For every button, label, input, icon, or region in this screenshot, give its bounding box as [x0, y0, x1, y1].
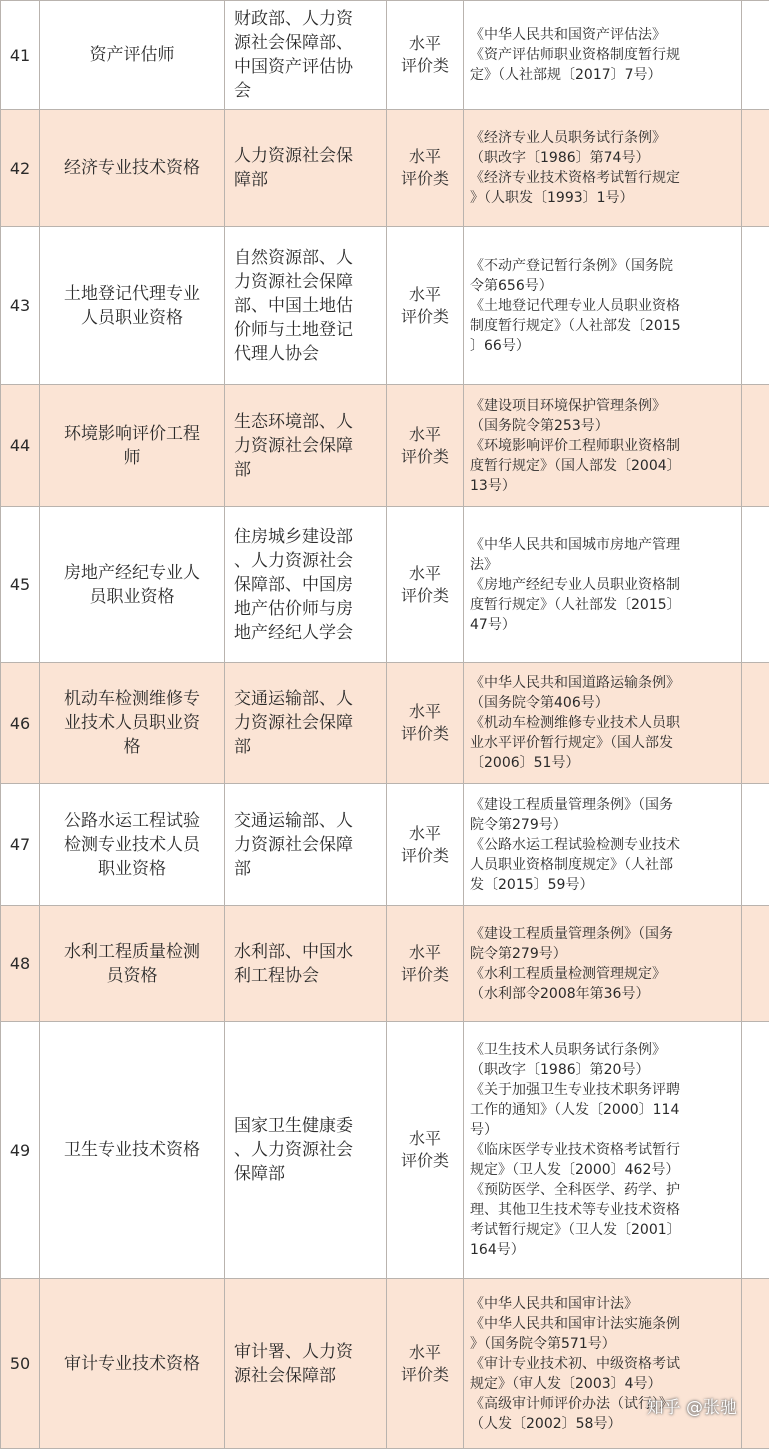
cell-text-line: 力资源社会保障 — [234, 833, 380, 857]
empty-cell — [742, 385, 769, 507]
category-cell — [387, 784, 464, 906]
legal-basis-cell — [464, 507, 742, 663]
cell-text-line: 人员职业资格制度规定》（人社部 — [470, 855, 735, 875]
cell-text-line: 源社会保障部 — [234, 1364, 380, 1388]
cell-text-line: 》（人职发〔1993〕1号） — [470, 188, 735, 208]
cell-text-line: 《中华人民共和国审计法实施条例 — [470, 1314, 735, 1334]
cell-text-line: 环境影响评价工程 — [46, 422, 218, 446]
row-number-cell: 47 — [1, 784, 40, 906]
department-cell — [225, 110, 387, 227]
cell-text-line: 度暂行规定》（人社部发〔2015〕 — [470, 595, 735, 615]
cell-text-line: 地产经纪人学会 — [234, 621, 380, 645]
row-number-cell: 48 — [1, 906, 40, 1022]
cell-text-line: 《建设项目环境保护管理条例》 — [470, 396, 735, 416]
cell-text-line: 部 — [234, 857, 380, 881]
table-row — [1, 110, 769, 227]
qualification-name-cell — [40, 227, 225, 385]
cell-text-line: 力资源社会保障 — [234, 711, 380, 735]
cell-text-line: 《中华人民共和国城市房地产管理 — [470, 535, 735, 555]
qualification-name-cell — [40, 507, 225, 663]
cell-text-line: 格 — [46, 735, 218, 759]
cell-text-line: 评价类 — [390, 446, 460, 468]
cell-text-line: 部 — [234, 458, 380, 482]
legal-basis-cell — [464, 1, 742, 110]
cell-text-line: 13号） — [470, 476, 735, 496]
cell-text-line: 中国资产评估协 — [234, 55, 380, 79]
cell-text-line: 评价类 — [390, 168, 460, 190]
cell-text-line: （职改字〔1986〕第74号） — [470, 148, 735, 168]
cell-text-line: 《水利工程质量检测管理规定》 — [470, 964, 735, 984]
cell-text-line: 师 — [46, 446, 218, 470]
row-number-cell: 45 — [1, 507, 40, 663]
cell-text-line: 《建设工程质量管理条例》（国务 — [470, 795, 735, 815]
cell-text-line: 《临床医学专业技术资格考试暂行 — [470, 1140, 735, 1160]
cell-text-line: 源社会保障部、 — [234, 31, 380, 55]
empty-cell — [742, 1022, 769, 1279]
qualification-name-cell — [40, 1022, 225, 1279]
category-cell — [387, 1, 464, 110]
cell-text-line: 力资源社会保障 — [234, 434, 380, 458]
cell-text-line: 员职业资格 — [46, 585, 218, 609]
cell-text-line: 《预防医学、全科医学、药学、护 — [470, 1180, 735, 1200]
legal-basis-cell — [464, 385, 742, 507]
cell-text-line: 业技术人员职业资 — [46, 711, 218, 735]
cell-text-line: （国务院令第406号） — [470, 693, 735, 713]
cell-text-line: 47号） — [470, 615, 735, 635]
cell-text-line: 水平 — [390, 563, 460, 585]
table-row — [1, 1022, 769, 1279]
legal-basis-cell — [464, 663, 742, 784]
cell-text-line: 部 — [234, 735, 380, 759]
department-cell — [225, 784, 387, 906]
row-number-cell: 46 — [1, 663, 40, 784]
cell-text-line: 代理人协会 — [234, 342, 380, 366]
cell-text-line: 人力资源社会保 — [234, 144, 380, 168]
cell-text-line: 生态环境部、人 — [234, 410, 380, 434]
cell-text-line: 人员职业资格 — [46, 306, 218, 330]
qualification-name-cell — [40, 784, 225, 906]
department-cell — [225, 507, 387, 663]
qualification-name-cell — [40, 1, 225, 110]
department-cell — [225, 906, 387, 1022]
cell-text-line: 《环境影响评价工程师职业资格制 — [470, 436, 735, 456]
cell-text-line: 度暂行规定》（国人部发〔2004〕 — [470, 456, 735, 476]
cell-text-line: 保障部、中国房 — [234, 573, 380, 597]
cell-text-line: 水平 — [390, 942, 460, 964]
cell-text-line: 水平 — [390, 284, 460, 306]
legal-basis-cell — [464, 1279, 742, 1449]
cell-text-line: 价师与土地登记 — [234, 318, 380, 342]
legal-basis-cell — [464, 1022, 742, 1279]
category-cell — [387, 663, 464, 784]
cell-text-line: 评价类 — [390, 585, 460, 607]
qualification-name-cell — [40, 385, 225, 507]
cell-text-line: 机动车检测维修专 — [46, 687, 218, 711]
cell-text-line: 职业资格 — [46, 857, 218, 881]
cell-text-line: 部、中国土地估 — [234, 294, 380, 318]
cell-text-line: 《土地登记代理专业人员职业资格 — [470, 296, 735, 316]
table-row — [1, 663, 769, 784]
cell-text-line: 工作的通知》（人发〔2000〕114 — [470, 1100, 735, 1120]
cell-text-line: 地产估价师与房 — [234, 597, 380, 621]
cell-text-line: 《资产评估师职业资格制度暂行规 — [470, 45, 735, 65]
cell-text-line: 评价类 — [390, 1364, 460, 1386]
cell-text-line: 评价类 — [390, 964, 460, 986]
empty-cell — [742, 227, 769, 385]
qualification-name-cell — [40, 110, 225, 227]
cell-text-line: 力资源社会保障 — [234, 270, 380, 294]
cell-text-line: 》（国务院令第571号） — [470, 1334, 735, 1354]
cell-text-line: 《不动产登记暂行条例》（国务院 — [470, 256, 735, 276]
category-cell — [387, 1022, 464, 1279]
department-cell — [225, 227, 387, 385]
cell-text-line: （国务院令第253号） — [470, 416, 735, 436]
cell-text-line: 《公路水运工程试验检测专业技术 — [470, 835, 735, 855]
cell-text-line: 164号） — [470, 1240, 735, 1260]
cell-text-line: 水利工程质量检测 — [46, 940, 218, 964]
cell-text-line: 自然资源部、人 — [234, 246, 380, 270]
cell-text-line: 卫生专业技术资格 — [46, 1138, 218, 1162]
cell-text-line: 《审计专业技术初、中级资格考试 — [470, 1354, 735, 1374]
cell-text-line: 经济专业技术资格 — [46, 156, 218, 180]
cell-text-line: 资产评估师 — [46, 43, 218, 67]
legal-basis-cell — [464, 906, 742, 1022]
cell-text-line: 水平 — [390, 1128, 460, 1150]
cell-text-line: 土地登记代理专业 — [46, 282, 218, 306]
cell-text-line: 《关于加强卫生专业技术职务评聘 — [470, 1080, 735, 1100]
cell-text-line: 交通运输部、人 — [234, 687, 380, 711]
cell-text-line: 水平 — [390, 1342, 460, 1364]
row-number-cell: 49 — [1, 1022, 40, 1279]
row-number-cell: 43 — [1, 227, 40, 385]
cell-text-line: 《高级审计师评价办法（试行）》 — [470, 1394, 735, 1414]
cell-text-line: 审计署、人力资 — [234, 1340, 380, 1364]
cell-text-line: （水利部令2008年第36号） — [470, 984, 735, 1004]
cell-text-line: 检测专业技术人员 — [46, 833, 218, 857]
empty-cell — [742, 110, 769, 227]
cell-text-line: 利工程协会 — [234, 964, 380, 988]
cell-text-line: 《中华人民共和国审计法》 — [470, 1294, 735, 1314]
cell-text-line: 水利部、中国水 — [234, 940, 380, 964]
cell-text-line: 评价类 — [390, 845, 460, 867]
department-cell — [225, 1022, 387, 1279]
row-number-cell: 50 — [1, 1279, 40, 1449]
table-row — [1, 507, 769, 663]
department-cell — [225, 385, 387, 507]
table-row — [1, 1279, 769, 1449]
cell-text-line: 理、其他卫生技术等专业技术资格 — [470, 1200, 735, 1220]
department-cell — [225, 1, 387, 110]
table-row — [1, 1, 769, 110]
category-cell — [387, 906, 464, 1022]
cell-text-line: 公路水运工程试验 — [46, 809, 218, 833]
cell-text-line: 令第656号） — [470, 276, 735, 296]
cell-text-line: 《卫生技术人员职务试行条例》 — [470, 1040, 735, 1060]
empty-cell — [742, 1, 769, 110]
cell-text-line: 《中华人民共和国资产评估法》 — [470, 25, 735, 45]
cell-text-line: 财政部、人力资 — [234, 7, 380, 31]
cell-text-line: 、人力资源社会 — [234, 549, 380, 573]
empty-cell — [742, 906, 769, 1022]
cell-text-line: 《中华人民共和国道路运输条例》 — [470, 673, 735, 693]
cell-text-line: 评价类 — [390, 55, 460, 77]
cell-text-line: 水平 — [390, 424, 460, 446]
cell-text-line: 、人力资源社会 — [234, 1138, 380, 1162]
cell-text-line: 水平 — [390, 146, 460, 168]
legal-basis-cell — [464, 110, 742, 227]
qualification-name-cell — [40, 1279, 225, 1449]
cell-text-line: 《经济专业技术资格考试暂行规定 — [470, 168, 735, 188]
category-cell — [387, 1279, 464, 1449]
cell-text-line: （职改字〔1986〕第20号） — [470, 1060, 735, 1080]
table-row — [1, 906, 769, 1022]
cell-text-line: 发〔2015〕59号） — [470, 875, 735, 895]
row-number-cell: 41 — [1, 1, 40, 110]
cell-text-line: 住房城乡建设部 — [234, 525, 380, 549]
table-row — [1, 227, 769, 385]
cell-text-line: 号） — [470, 1120, 735, 1140]
row-number-cell: 44 — [1, 385, 40, 507]
cell-text-line: 国家卫生健康委 — [234, 1114, 380, 1138]
cell-text-line: 《经济专业人员职务试行条例》 — [470, 128, 735, 148]
watermark: 知乎 @张驰 — [647, 1398, 737, 1418]
cell-text-line: 《机动车检测维修专业技术人员职 — [470, 713, 735, 733]
legal-basis-cell — [464, 227, 742, 385]
cell-text-line: 交通运输部、人 — [234, 809, 380, 833]
cell-text-line: 会 — [234, 79, 380, 103]
category-cell — [387, 385, 464, 507]
cell-text-line: 制度暂行规定》（人社部发〔2015 — [470, 316, 735, 336]
cell-text-line: 评价类 — [390, 1150, 460, 1172]
table-row — [1, 784, 769, 906]
cell-text-line: 障部 — [234, 168, 380, 192]
category-cell — [387, 507, 464, 663]
cell-text-line: 考试暂行规定》（卫人发〔2001〕 — [470, 1220, 735, 1240]
cell-text-line: 评价类 — [390, 723, 460, 745]
cell-text-line: 水平 — [390, 33, 460, 55]
cell-text-line: 业水平评价暂行规定》（国人部发 — [470, 733, 735, 753]
category-cell — [387, 227, 464, 385]
cell-text-line: （人发〔2002〕58号） — [470, 1414, 735, 1434]
cell-text-line: 评价类 — [390, 306, 460, 328]
cell-text-line: 法》 — [470, 555, 735, 575]
cell-text-line: 院令第279号） — [470, 815, 735, 835]
cell-text-line: 规定》（卫人发〔2000〕462号） — [470, 1160, 735, 1180]
row-number-cell: 42 — [1, 110, 40, 227]
empty-cell — [742, 663, 769, 784]
department-cell — [225, 663, 387, 784]
cell-text-line: 院令第279号） — [470, 944, 735, 964]
cell-text-line: 水平 — [390, 823, 460, 845]
cell-text-line: 〕66号） — [470, 336, 735, 356]
category-cell — [387, 110, 464, 227]
empty-cell — [742, 507, 769, 663]
legal-basis-cell — [464, 784, 742, 906]
empty-cell — [742, 1279, 769, 1449]
qualification-name-cell — [40, 906, 225, 1022]
table-row — [1, 385, 769, 507]
department-cell — [225, 1279, 387, 1449]
cell-text-line: 《建设工程质量管理条例》（国务 — [470, 924, 735, 944]
cell-text-line: 〔2006〕51号） — [470, 753, 735, 773]
cell-text-line: 《房地产经纪专业人员职业资格制 — [470, 575, 735, 595]
cell-text-line: 审计专业技术资格 — [46, 1352, 218, 1376]
cell-text-line: 保障部 — [234, 1162, 380, 1186]
cell-text-line: 规定》（审人发〔2003〕4号） — [470, 1374, 735, 1394]
cell-text-line: 员资格 — [46, 964, 218, 988]
cell-text-line: 定》（人社部规〔2017〕7号） — [470, 65, 735, 85]
cell-text-line: 房地产经纪专业人 — [46, 561, 218, 585]
cell-text-line: 水平 — [390, 701, 460, 723]
qualification-name-cell — [40, 663, 225, 784]
empty-cell — [742, 784, 769, 906]
table-body — [1, 1, 769, 1449]
